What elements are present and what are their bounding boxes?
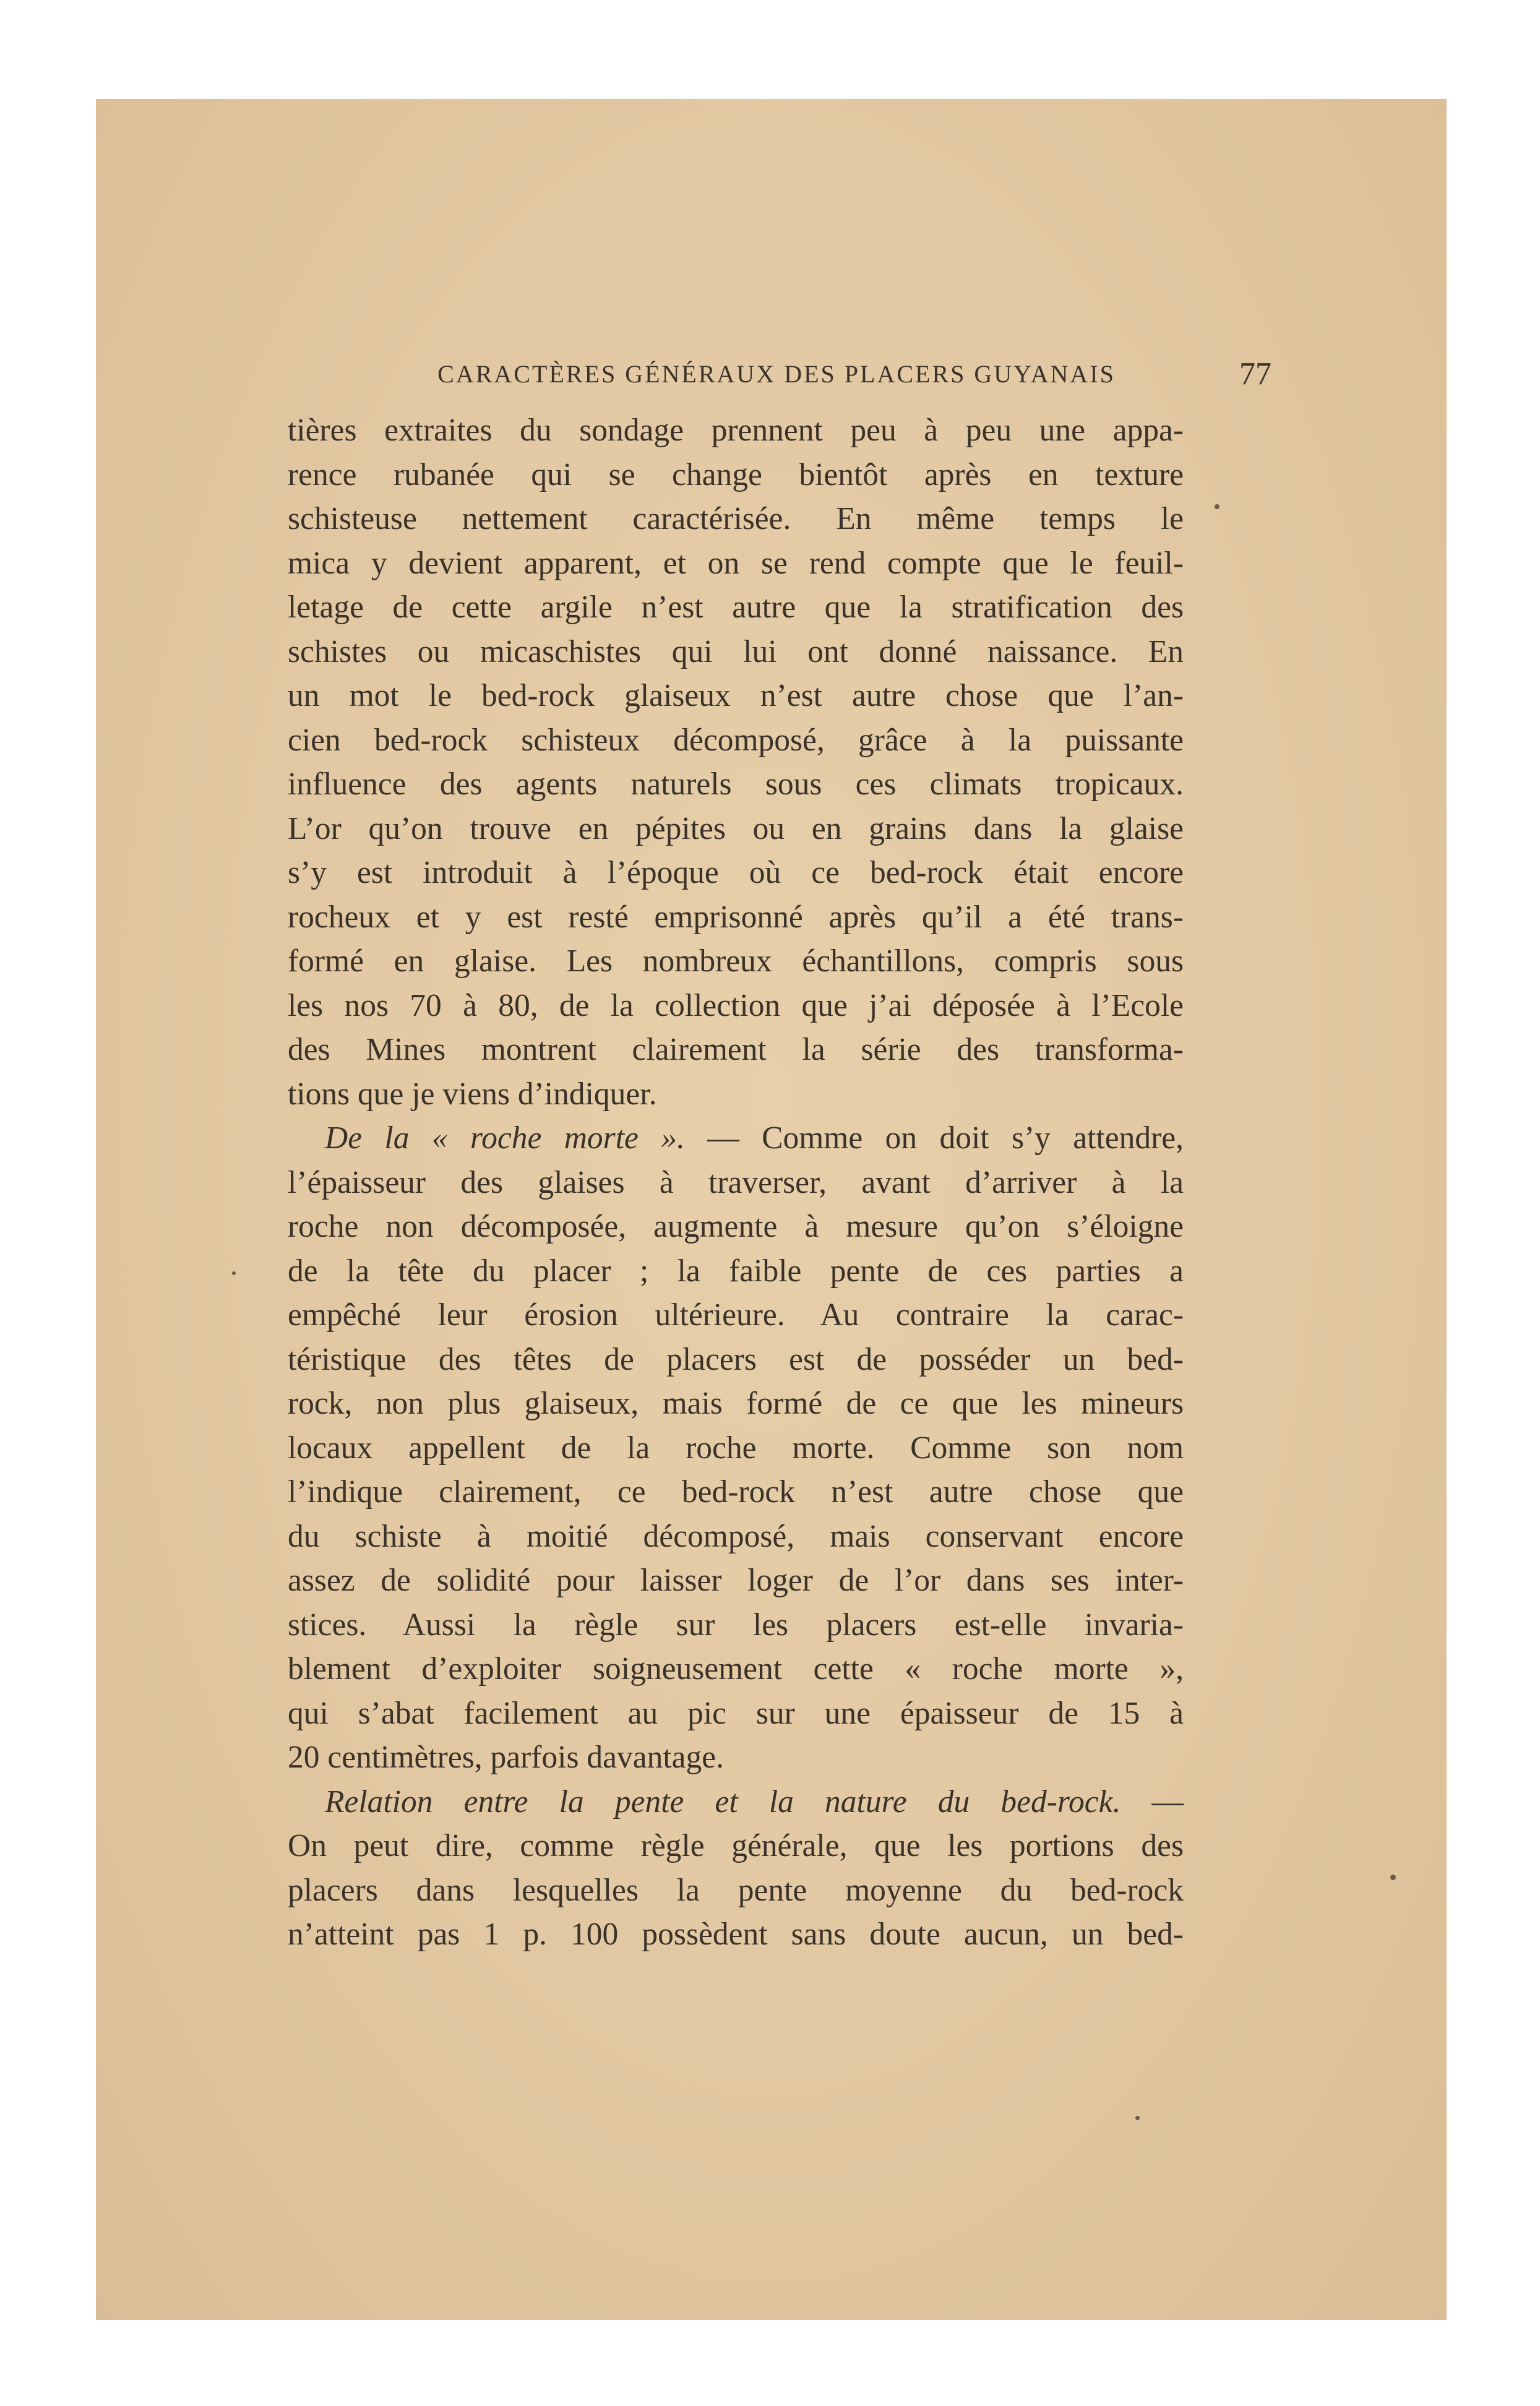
text-line: les nos 70 à 80, de la collection que j’ai déposée à l’Ecole xyxy=(288,987,1184,1023)
text-line: téristique des têtes de placers est de posséder un bed- xyxy=(288,1341,1184,1377)
text-line: qui s’abat facilement au pic sur une épaisseur de 15 à xyxy=(288,1695,1184,1731)
text-line: placers dans lesquelles la pente moyenne du bed-rock xyxy=(288,1872,1184,1908)
text-line: formé en glaise. Les nombreux échantillons, compris sous xyxy=(288,943,1184,979)
text-line: roche non décomposée, augmente à mesure qu’on s’éloigne xyxy=(288,1209,1184,1244)
paper-speck xyxy=(232,1271,236,1275)
page-number: 77 xyxy=(1239,356,1271,392)
body-text xyxy=(288,408,1184,1957)
text-line: tions que je viens d’indiquer. xyxy=(288,1076,657,1112)
text-line: locaux appellent de la roche morte. Comme son nom xyxy=(288,1430,1184,1466)
text-line: assez de solidité pour laisser loger de l’or dans ses inter- xyxy=(288,1563,1184,1598)
text-line: tières extraites du sondage prennent peu à peu une appa- xyxy=(288,413,1184,448)
text-line: influence des agents naturels sous ces climats tropicaux. xyxy=(288,767,1184,802)
text-line: 20 centimètres, parfois davantage. xyxy=(288,1740,724,1775)
section-heading: Relation entre la pente et la nature du bed-rock. xyxy=(325,1784,1121,1820)
text-line: des Mines montrent clairement la série des transforma- xyxy=(288,1032,1184,1067)
text-line: s’y est introduit à l’époque où ce bed-rock était encore xyxy=(288,855,1184,890)
text-line: l’épaisseur des glaises à traverser, avant d’arriver à la xyxy=(288,1164,1184,1200)
text-line: blement d’exploiter soigneusement cette « roche morte », xyxy=(288,1651,1184,1686)
section-heading: De la « roche morte ». xyxy=(325,1120,685,1156)
heading-line-rest: — xyxy=(1121,1784,1184,1820)
section-heading-line xyxy=(288,1116,1184,1161)
text-line: l’indique clairement, ce bed-rock n’est autre chose que xyxy=(288,1474,1184,1510)
text-line: rence rubanée qui se change bientôt après en texture xyxy=(288,457,1184,492)
page-header xyxy=(374,353,1271,396)
text-line: du schiste à moitié décomposé, mais conservant encore xyxy=(288,1518,1184,1554)
text-line: rock, non plus glaiseux, mais formé de ce que les mineurs xyxy=(288,1386,1184,1421)
text-line: empêché leur érosion ultérieure. Au contraire la carac- xyxy=(288,1297,1184,1333)
text-line: cien bed-rock schisteux décomposé, grâce à la puissante xyxy=(288,722,1184,758)
text-line: On peut dire, comme règle générale, que les portions des xyxy=(288,1828,1184,1863)
text-line: schisteuse nettement caractérisée. En même temps le xyxy=(288,501,1184,536)
paper-speck xyxy=(1215,504,1220,509)
text-line: rocheux et y est resté emprisonné après qu’il a été trans- xyxy=(288,899,1184,935)
heading-line-rest: — Comme on doit s’y attendre, xyxy=(684,1120,1184,1156)
text-line: L’or qu’on trouve en pépites ou en grains dans la glaise xyxy=(288,810,1184,846)
text-line: schistes ou micaschistes qui lui ont donné naissance. En xyxy=(288,634,1184,669)
text-line: n’atteint pas 1 p. 100 possèdent sans doute aucun, un bed- xyxy=(288,1917,1184,1952)
paper-speck xyxy=(1135,2116,1140,2120)
text-line: letage de cette argile n’est autre que la stratification des xyxy=(288,590,1184,625)
book-page xyxy=(96,99,1447,2320)
running-head: CARACTÈRES GÉNÉRAUX DES PLACERS GUYANAIS xyxy=(437,360,1116,388)
text-line: stices. Aussi la règle sur les placers est-elle invaria- xyxy=(288,1607,1184,1643)
section-heading-line xyxy=(288,1780,1184,1824)
text-line: de la tête du placer ; la faible pente de ces parties a xyxy=(288,1253,1184,1289)
text-line: un mot le bed-rock glaiseux n’est autre chose que l’an- xyxy=(288,678,1184,713)
text-line: mica y devient apparent, et on se rend compte que le feuil- xyxy=(288,545,1184,581)
paper-speck xyxy=(1390,1875,1396,1880)
